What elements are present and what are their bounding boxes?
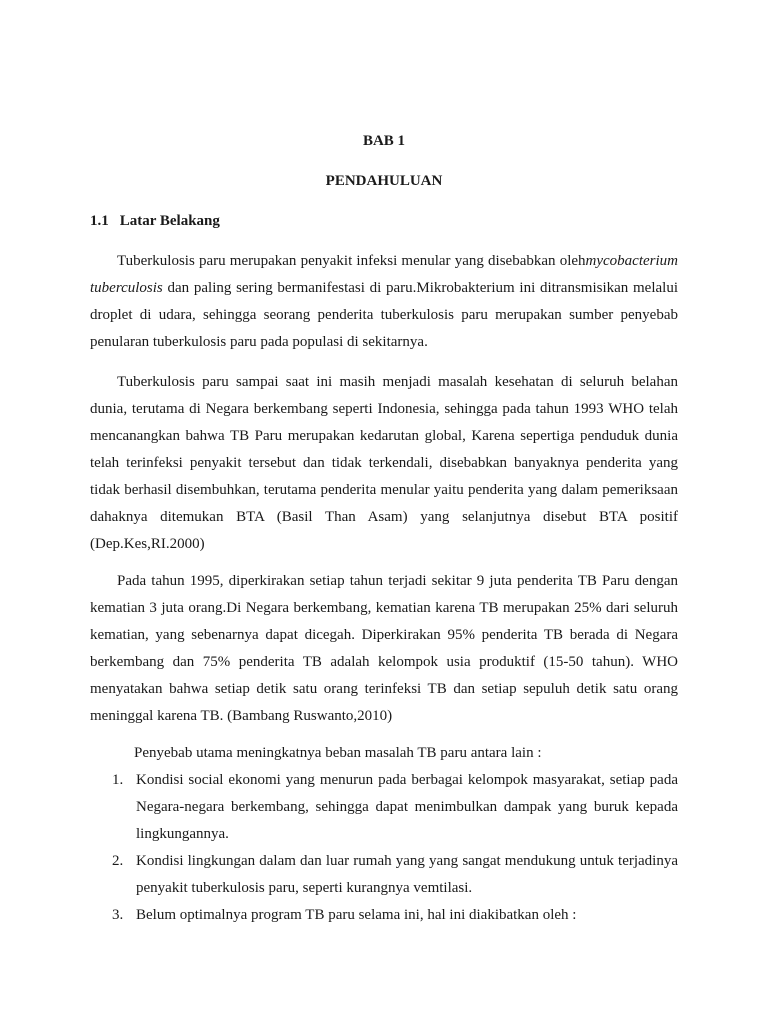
list-item <box>90 767 678 848</box>
list-item-text: Kondisi social ekonomi yang menurun pada berbagai kelompok masyarakat, setiap pada Negara-negara berkembang, sehingga dapat menimbulkan dampak yang buruk kepada lingkungannya. <box>136 772 678 842</box>
cause-list <box>90 767 678 929</box>
paragraph-2 <box>90 369 678 558</box>
list-item <box>90 902 678 929</box>
paragraph-3-text: Pada tahun 1995, diperkirakan setiap tahun terjadi sekitar 9 juta penderita TB Paru dengan kematian 3 juta orang.Di Negara berkembang, kematian karena TB merupakan 25% dari seluruh kematian, yang sebenarnya dapat dicegah. Diperkirakan 95% penderita TB berada di Negara berkembang dan 75% penderita TB adalah kelompok usia produktif (15-50 tahun). WHO menyatakan bahwa setiap detik satu orang terinfeksi TB dan setiap sepuluh detik satu orang meninggal karena TB. (Bambang Ruswanto,2010) <box>90 573 678 724</box>
paragraph-3 <box>90 568 678 730</box>
list-item-text: Kondisi lingkungan dalam dan luar rumah yang yang sangat mendukung untuk terjadinya penyakit tuberkulosis paru, seperti kurangnya vemtilasi. <box>136 853 678 896</box>
list-item-number: 3. <box>112 907 124 923</box>
section-heading <box>90 213 220 230</box>
chapter-title: PENDAHULUAN <box>325 173 443 189</box>
paragraph-1 <box>90 248 678 356</box>
paragraph-2-text: Tuberkulosis paru sampai saat ini masih menjadi masalah kesehatan di seluruh belahan dunia, terutama di Negara berkembang seperti Indonesia, sehingga pada tahun 1993 WHO telah mencanangkan bahwa TB Paru merupakan kedarutan global, Karena sepertiga penduduk dunia telah terinfeksi penyakit tersebut dan tidak terkendali, disebabkan banyaknya penderita yang tidak berhasil disembuhkan, terutama penderita menular yaitu penderita yang dalam pemeriksaan dahaknya ditemukan BTA (Basil Than Asam) yang selanjutnya disebut BTA positif (Dep.Kes,RI.2000) <box>90 374 678 552</box>
list-item <box>90 848 678 902</box>
list-item-number: 1. <box>112 772 124 788</box>
list-intro: Penyebab utama meningkatnya beban masalah TB paru antara lain : <box>134 745 542 761</box>
chapter-number: BAB 1 <box>362 133 406 149</box>
paragraph-1-end: dan paling sering bermanifestasi di paru.Mikrobakterium ini ditransmisikan melalui droplet di udara, sehingga seorang penderita tuberkulosis paru merupakan sumber penyebab penularan tuberkulosis paru pada populasi di sekitarnya. <box>90 280 678 350</box>
list-item-number: 2. <box>112 853 124 869</box>
paragraph-1-start: Tuberkulosis paru merupakan penyakit infeksi menular yang disebabkan oleh <box>117 253 586 269</box>
list-item-text: Belum optimalnya program TB paru selama ini, hal ini diakibatkan oleh : <box>136 907 577 923</box>
section-number: 1.1 <box>90 213 109 229</box>
section-title: Latar Belakang <box>119 213 220 229</box>
paragraph-1-italic-term: mycobacterium tuberculosis <box>90 253 678 296</box>
